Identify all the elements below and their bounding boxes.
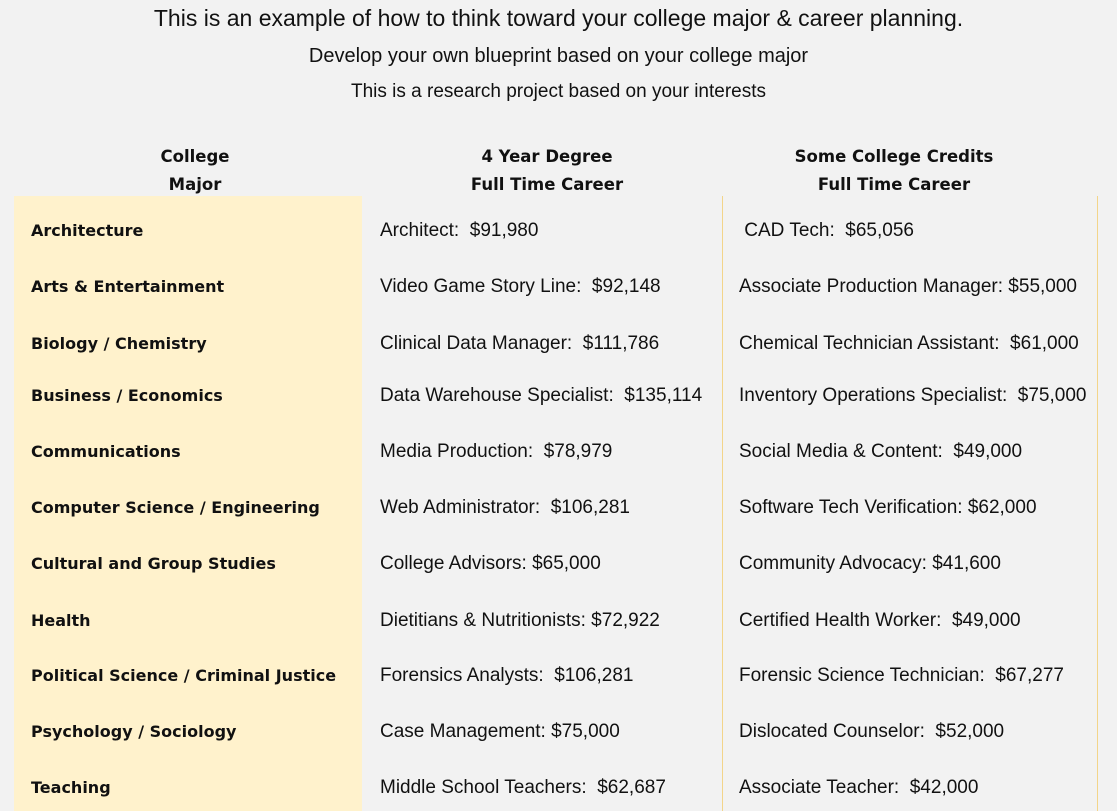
column-header-line: Major	[168, 175, 222, 194]
table-row	[0, 773, 1117, 803]
four-year-career-cell: Clinical Data Manager: $111,786	[380, 333, 660, 354]
major-cell: Political Science / Criminal Justice	[31, 666, 337, 685]
major-cell: Teaching	[31, 778, 111, 797]
table-row	[0, 717, 1117, 747]
four-year-career-cell: Data Warehouse Specialist: $135,114	[380, 385, 703, 406]
table-row	[0, 606, 1117, 636]
page-note: This is a research project based on your interests	[350, 81, 767, 102]
table-row	[0, 437, 1117, 467]
four-year-career-cell: Web Administrator: $106,281	[380, 497, 630, 518]
some-college-career-cell: Certified Health Worker: $49,000	[739, 610, 1021, 631]
table-row	[0, 216, 1117, 246]
major-cell: Architecture	[31, 221, 144, 240]
column-header-line: Full Time Career	[817, 175, 971, 194]
column-header-line: Full Time Career	[470, 175, 624, 194]
table-row	[0, 493, 1117, 523]
column-header-some-college	[724, 143, 1064, 199]
some-college-career-cell: CAD Tech: $65,056	[739, 220, 914, 241]
some-college-career-cell: Software Tech Verification: $62,000	[739, 497, 1037, 518]
four-year-career-cell: Media Production: $78,979	[380, 441, 613, 462]
major-cell: Cultural and Group Studies	[31, 554, 276, 573]
four-year-career-cell: Middle School Teachers: $62,687	[380, 777, 666, 798]
column-header-4-year-degree	[372, 143, 722, 199]
major-cell: Computer Science / Engineering	[31, 498, 320, 517]
four-year-career-cell: Forensics Analysts: $106,281	[380, 665, 634, 686]
some-college-career-cell: Social Media & Content: $49,000	[739, 441, 1023, 462]
column-header-line: 4 Year Degree	[481, 147, 613, 166]
major-cell: Health	[31, 611, 91, 630]
four-year-career-cell: Dietitians & Nutritionists: $72,922	[380, 610, 660, 631]
some-college-career-cell: Chemical Technician Assistant: $61,000	[739, 333, 1079, 354]
page-title: This is an example of how to think toward your college major & career planning.	[153, 5, 964, 31]
table-row	[0, 661, 1117, 691]
major-cell: Communications	[31, 442, 181, 461]
some-college-career-cell: Dislocated Counselor: $52,000	[739, 721, 1005, 742]
column-header-college-major	[30, 143, 360, 199]
major-cell: Business / Economics	[31, 386, 223, 405]
column-header-line: College	[160, 147, 230, 166]
some-college-career-cell: Forensic Science Technician: $67,277	[739, 665, 1064, 686]
table-row	[0, 329, 1117, 359]
major-cell: Psychology / Sociology	[31, 722, 237, 741]
four-year-career-cell: College Advisors: $65,000	[380, 553, 601, 574]
four-year-career-cell: Case Management: $75,000	[380, 721, 620, 742]
four-year-career-cell: Video Game Story Line: $92,148	[380, 276, 661, 297]
table-row	[0, 549, 1117, 579]
some-college-career-cell: Associate Production Manager: $55,000	[739, 276, 1077, 297]
some-college-career-cell: Inventory Operations Specialist: $75,000	[739, 385, 1087, 406]
page-subtitle: Develop your own blueprint based on your college major	[308, 45, 809, 67]
some-college-career-cell: Associate Teacher: $42,000	[739, 777, 979, 798]
some-college-career-cell: Community Advocacy: $41,600	[739, 553, 1001, 574]
table-row	[0, 272, 1117, 302]
table-row	[0, 381, 1117, 411]
major-cell: Arts & Entertainment	[31, 277, 225, 296]
four-year-career-cell: Architect: $91,980	[380, 220, 539, 241]
column-header-line: Some College Credits	[794, 147, 994, 166]
major-cell: Biology / Chemistry	[31, 334, 207, 353]
